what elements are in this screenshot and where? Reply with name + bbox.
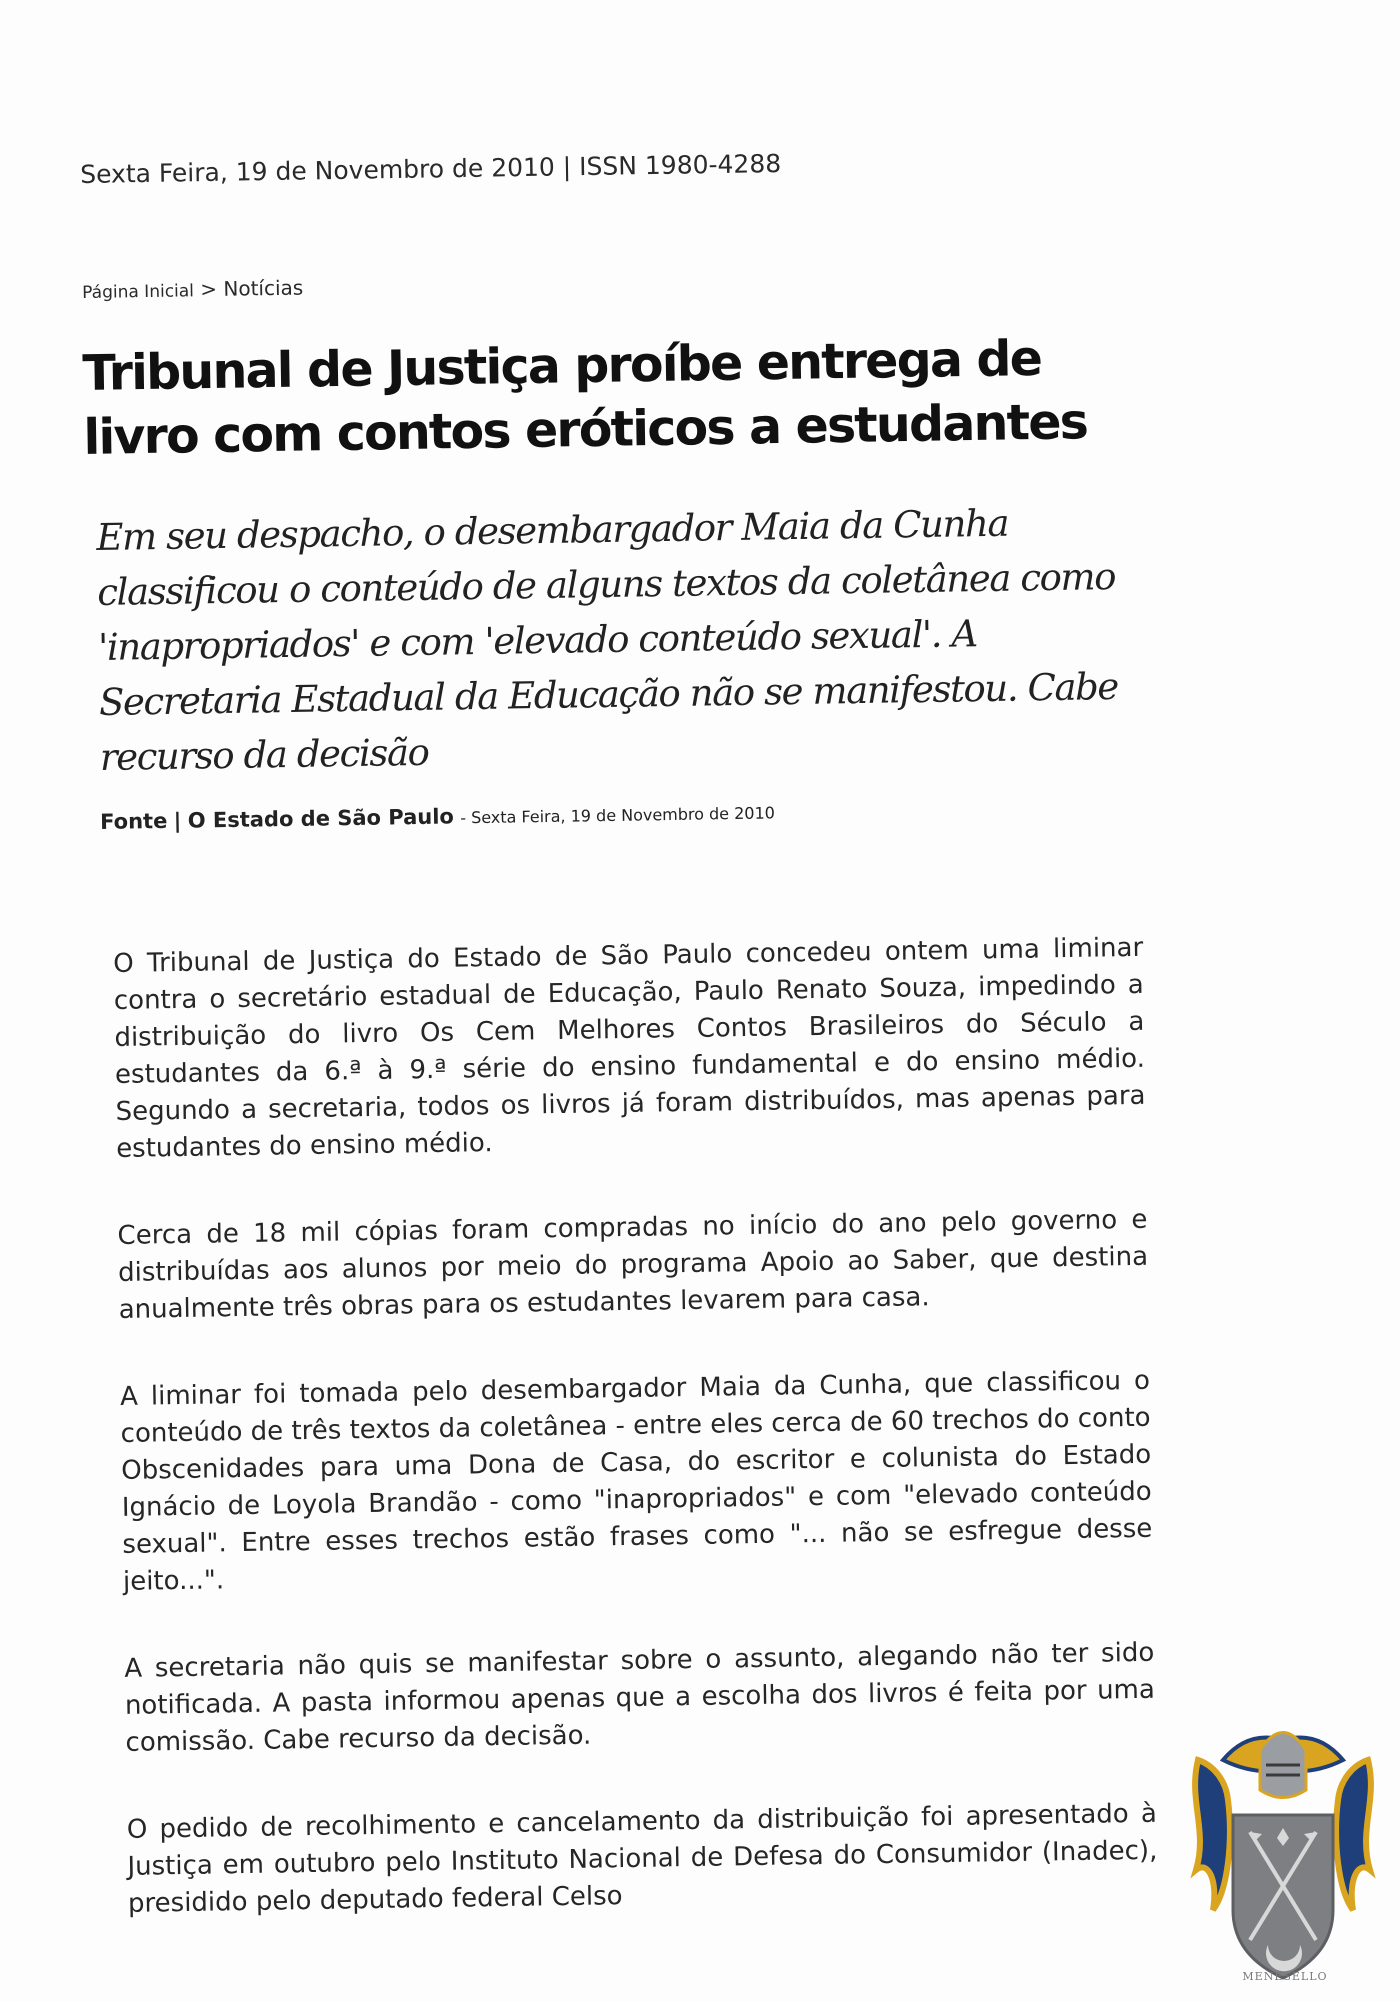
source-date: - Sexta Feira, 19 de Novembro de 2010 bbox=[460, 803, 776, 828]
article-paragraph: A liminar foi tomada pelo desembargador Maia da Cunha, que classificou o conteúdo de três textos da coletânea - entre eles cerca de 60 trechos do conto Obscenidades para uma Dona de Casa, do escritor e colunista do Estado Ignácio de Loyola Brandão - como "inapropriados" e com "elevado conteúdo sexual". Entre esses trechos estão frases como "... não se esfregue desse jeito...". bbox=[119, 1365, 1153, 1597]
source-name: O Estado de São Paulo bbox=[187, 804, 455, 833]
article-title: Tribunal de Justiça proíbe entrega de livro com contos eróticos a estudantes bbox=[82, 329, 1088, 466]
article-subtitle: Em seu despacho, o desembargador Maia da Cunha classificou o conteúdo de alguns textos da coletânea como 'inapropriados' e com 'elevado conteúdo sexual'. A Secretaria Estadual da Educação não se manifestou. Cabe recurso da decisão bbox=[96, 501, 1119, 779]
article-paragraph: Cerca de 18 mil cópias foram compradas no início do ano pelo governo e distribuídas aos alunos por meio do programa Apoio ao Saber, que destina anualmente três obras para os estudantes levarem para casa. bbox=[117, 1204, 1149, 1325]
breadcrumb-current[interactable]: Notícias bbox=[223, 275, 304, 301]
breadcrumb-home[interactable]: Página Inicial bbox=[82, 281, 195, 303]
mantling-right bbox=[1336, 1760, 1371, 1910]
article-paragraph: O Tribunal de Justiça do Estado de São Paulo concedeu ontem uma liminar contra o secretário estadual de Educação, Paulo Renato Souza, impedindo a distribuição do livro Os Cem Melhores Contos Brasileiros do Século a estudantes da 6.ª à 9.ª série do ensino fundamental e do ensino médio. Segundo a secretaria, todos os livros já foram distribuídos, mas apenas para estudantes do ensino médio. bbox=[113, 932, 1146, 1164]
article-paragraph: A secretaria não quis se manifestar sobre o assunto, alegando não ter sido notificada. A pasta informou apenas que a escolha dos livros é feita por uma comissão. Cabe recurso da decisão. bbox=[124, 1637, 1156, 1758]
source-separator: | bbox=[173, 808, 182, 833]
breadcrumb-separator: > bbox=[200, 276, 218, 302]
mantling-left bbox=[1195, 1760, 1230, 1910]
article-source bbox=[100, 799, 775, 834]
coat-of-arms-icon bbox=[1188, 1720, 1378, 1990]
breadcrumb bbox=[82, 276, 303, 303]
article-body bbox=[113, 930, 1159, 1973]
watermark-label: MENESELLO bbox=[1242, 1970, 1328, 1983]
dateline: Sexta Feira, 19 de Novembro de 2010 | ISSN 1980-4288 bbox=[80, 148, 782, 189]
source-label: Fonte bbox=[100, 808, 168, 834]
article-paragraph: O pedido de recolhimento e cancelamento da distribuição foi apresentado à Justiça em outubro pelo Instituto Nacional de Defesa do Consumidor (Inadec), presidido pelo deputado federal Celso bbox=[126, 1798, 1158, 1919]
